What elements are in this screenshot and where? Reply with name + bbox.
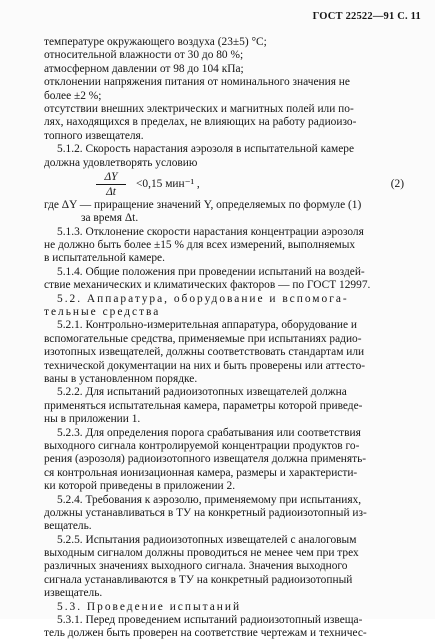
- text-line: отсутствии внешних электрических и магнитных полей или по-: [44, 102, 354, 115]
- text-line: ствие механических и климатических факторов — по ГОСТ 12997.: [44, 279, 371, 292]
- text-line: топного извещателя.: [44, 129, 144, 142]
- text-line: 5.2. Аппаратура, оборудование и вспомога-: [57, 292, 349, 305]
- text-line: сигнала устанавливаются в ТУ на конкретный радиоизотопный: [44, 573, 353, 586]
- text-line: атмосферном давлении от 98 до 104 кПа;: [44, 62, 244, 75]
- text-line: ся контрольная ионизационная камера, размеры и характеристи-: [44, 466, 358, 479]
- text-line: должна удовлетворять условию: [44, 156, 198, 169]
- text-line: должны устанавливаться в ТУ на конкретный радиоизотопный из-: [44, 506, 367, 519]
- text-line: 5.1.3. Отклонение скорости нарастания концентрации аэрозоля: [57, 225, 364, 238]
- text-line: вещатель.: [44, 520, 92, 533]
- text-line: где ΔY — приращение значений Y, определяемых по формуле (1): [44, 198, 362, 211]
- text-line: различных значениях выходного сигнала. Значения выходного: [44, 560, 348, 573]
- text-line: 5.2.2. Для испытаний радиоизотопных извещателей должна: [57, 386, 347, 399]
- text-line: выходным сигналом должны проводиться не менее чем при трех: [44, 547, 359, 560]
- formula-numerator: ΔY: [104, 170, 118, 183]
- text-line: 5.1.2. Скорость нарастания аэрозоля в испытательной камере: [57, 143, 355, 156]
- text-line: 5.3.1. Перед проведением испытаний радиоизотопный извеща-: [57, 614, 363, 627]
- text-line: извещатель.: [44, 587, 103, 600]
- text-line: температуре окружающего воздуха (23±5) °С;: [44, 36, 267, 48]
- text-line: 5.2.4. Требования к аэрозолю, применяемому при испытаниях,: [57, 493, 362, 506]
- text-line: рения (аэрозоля) радиоизотопного извещателя должна применять-: [44, 453, 367, 466]
- formula-fraction: [96, 171, 126, 198]
- text-line: ны в приложении 1.: [44, 413, 141, 426]
- formula-2: [44, 171, 404, 199]
- text-line: 5.3. Проведение испытаний: [57, 600, 242, 613]
- text-line: 5.2.5. Испытания радиоизотопных извещателей с аналоговым: [57, 533, 357, 546]
- equation-number: (2): [390, 177, 404, 190]
- text-line: за время Δt.: [44, 212, 139, 225]
- text-line: 5.2.1. Контрольно-измерительная аппаратура, оборудование и: [57, 319, 358, 332]
- text-line: тель должен быть проверен на соответствие чертежам и техничес-: [44, 627, 367, 640]
- text-line: тельные средства: [44, 306, 161, 319]
- formula-inequality: <0,15 мин⁻¹ ,: [136, 177, 200, 190]
- fraction-bar: [96, 184, 126, 185]
- text-line: 5.1.4. Общие положения при проведении испытаний на воздей-: [57, 265, 365, 278]
- text-line: отклонении напряжения питания от номинального значения не: [44, 76, 350, 89]
- document-body: [44, 36, 404, 641]
- page-header: ГОСТ 22522—91 С. 11: [312, 11, 421, 22]
- text-line: ки которой приведены в приложении 2.: [44, 480, 236, 493]
- text-line: ваны в установленном порядке.: [44, 372, 198, 385]
- text-line: применяться испытательная камера, параметры которой приведе-: [44, 399, 363, 412]
- formula-denominator: Δt: [106, 185, 116, 198]
- text-line: более ±2 %;: [44, 89, 102, 102]
- text-line: лях, находящихся в пределах, не влияющих на работу радиоизо-: [44, 116, 357, 129]
- text-line: 5.2.3. Для определения порога срабатывания или соответствия: [57, 426, 361, 439]
- text-line: изотопных извещателей, должны соответствовать стандартам или: [44, 346, 365, 359]
- text-block-sections: [44, 199, 404, 641]
- text-line: выходного сигнала контролируемой концентрации продуктов го-: [44, 439, 360, 452]
- text-line: технической документации на них и быть проверены или аттесто-: [44, 359, 366, 372]
- text-line: относительной влажности от 30 до 80 %;: [44, 49, 244, 62]
- text-block-conditions: [44, 36, 404, 170]
- text-line: вспомогательные средства, применяемые при испытаниях радио-: [44, 332, 362, 345]
- text-line: в испытательной камере.: [44, 252, 165, 265]
- text-line: не должно быть более ±15 % для всех измерений, выполняемых: [44, 239, 356, 252]
